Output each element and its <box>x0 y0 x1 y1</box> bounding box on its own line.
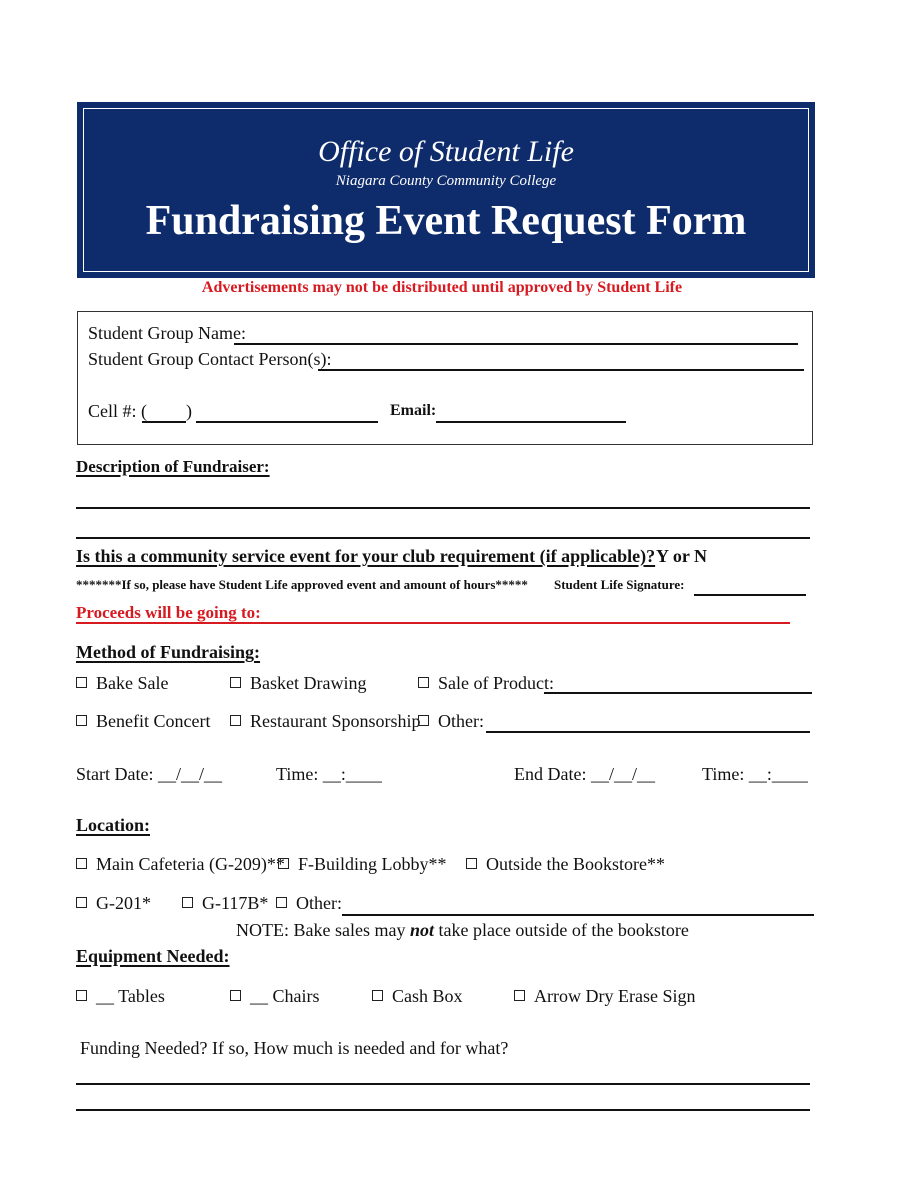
signature-label: Student Life Signature: <box>554 577 685 592</box>
method-option-other[interactable]: Other: <box>418 711 484 732</box>
contact-person-field[interactable] <box>318 369 804 371</box>
description-label: Description of Fundraiser: <box>76 457 270 476</box>
bake-sale-note: NOTE: Bake sales may not take place outside of the bookstore <box>236 920 689 940</box>
checkbox[interactable] <box>76 897 87 908</box>
checkbox[interactable] <box>76 677 87 688</box>
location-option-outside-bookstore[interactable]: Outside the Bookstore** <box>466 854 665 875</box>
description-line-1[interactable] <box>76 507 810 509</box>
equipment-option-tables[interactable]: __ Tables <box>76 986 165 1007</box>
form-title: Fundraising Event Request Form <box>145 198 747 244</box>
equipment-option-arrow-sign[interactable]: Arrow Dry Erase Sign <box>514 986 695 1007</box>
location-option-g-201[interactable]: G-201* <box>76 893 151 914</box>
checkbox[interactable] <box>372 990 383 1001</box>
proceeds-label: Proceeds will be going to: <box>76 603 261 622</box>
description-line-2[interactable] <box>76 537 810 539</box>
checkbox[interactable] <box>76 715 87 726</box>
email-field[interactable] <box>436 421 626 423</box>
checkbox[interactable] <box>230 677 241 688</box>
checkbox[interactable] <box>418 677 429 688</box>
method-option-restaurant-sponsorship[interactable]: Restaurant Sponsorship <box>230 711 421 732</box>
header-banner <box>77 102 815 278</box>
cell-area-code-field[interactable] <box>142 421 186 423</box>
funding-line-1[interactable] <box>76 1083 810 1085</box>
checkbox[interactable] <box>230 715 241 726</box>
equipment-heading: Equipment Needed: <box>76 946 230 966</box>
method-other-field[interactable] <box>486 731 810 733</box>
equipment-option-chairs[interactable]: __ Chairs <box>230 986 320 1007</box>
end-time-field[interactable]: Time: __:____ <box>702 764 808 784</box>
start-time-field[interactable]: Time: __:____ <box>276 764 382 784</box>
proceeds-field[interactable] <box>76 622 790 624</box>
checkbox[interactable] <box>76 990 87 1001</box>
checkbox[interactable] <box>514 990 525 1001</box>
method-option-sale-of-product[interactable]: Sale of Product: <box>418 673 554 694</box>
cell-label: Cell #: ( <box>88 401 147 421</box>
signature-field[interactable] <box>694 594 806 596</box>
location-option-f-building-lobby[interactable]: F-Building Lobby** <box>278 854 447 875</box>
location-option-other[interactable]: Other: <box>276 893 342 914</box>
checkbox[interactable] <box>182 897 193 908</box>
sale-of-product-field[interactable] <box>544 692 812 694</box>
college-name: Niagara County Community College <box>335 173 557 189</box>
cell-number-field[interactable] <box>196 421 378 423</box>
location-other-field[interactable] <box>342 914 814 916</box>
location-option-g-117b[interactable]: G-117B* <box>182 893 268 914</box>
start-date-field[interactable]: Start Date: __/__/__ <box>76 764 222 784</box>
method-option-benefit-concert[interactable]: Benefit Concert <box>76 711 210 732</box>
header-inner-border <box>83 108 809 272</box>
community-service-answer: Y or N <box>656 546 707 566</box>
location-heading: Location: <box>76 815 150 835</box>
method-heading: Method of Fundraising: <box>76 642 261 662</box>
community-service-note: *******If so, please have Student Life approved event and amount of hours***** <box>76 577 528 592</box>
email-label: Email: <box>390 402 437 419</box>
community-service-question: Is this a community service event for your club requirement (if applicable)? <box>76 546 656 566</box>
funding-question: Funding Needed? If so, How much is needed and for what? <box>80 1038 509 1058</box>
checkbox[interactable] <box>466 858 477 869</box>
equipment-option-cash-box[interactable]: Cash Box <box>372 986 463 1007</box>
method-option-bake-sale[interactable]: Bake Sale <box>76 673 168 694</box>
method-option-basket-drawing[interactable]: Basket Drawing <box>230 673 366 694</box>
contact-person-label: Student Group Contact Person(s): <box>88 349 332 369</box>
funding-line-2[interactable] <box>76 1109 810 1111</box>
end-date-field[interactable]: End Date: __/__/__ <box>514 764 655 784</box>
cell-paren-close: ) <box>186 401 192 421</box>
checkbox[interactable] <box>418 715 429 726</box>
group-name-field[interactable] <box>234 343 798 345</box>
checkbox[interactable] <box>76 858 87 869</box>
approval-notice: Advertisements may not be distributed until approved by Student Life <box>201 279 683 296</box>
checkbox[interactable] <box>230 990 241 1001</box>
checkbox[interactable] <box>278 858 289 869</box>
group-name-label: Student Group Name: <box>88 323 246 343</box>
office-title: Office of Student Life <box>318 135 574 168</box>
location-option-main-cafeteria[interactable]: Main Cafeteria (G-209)** <box>76 854 285 875</box>
checkbox[interactable] <box>276 897 287 908</box>
